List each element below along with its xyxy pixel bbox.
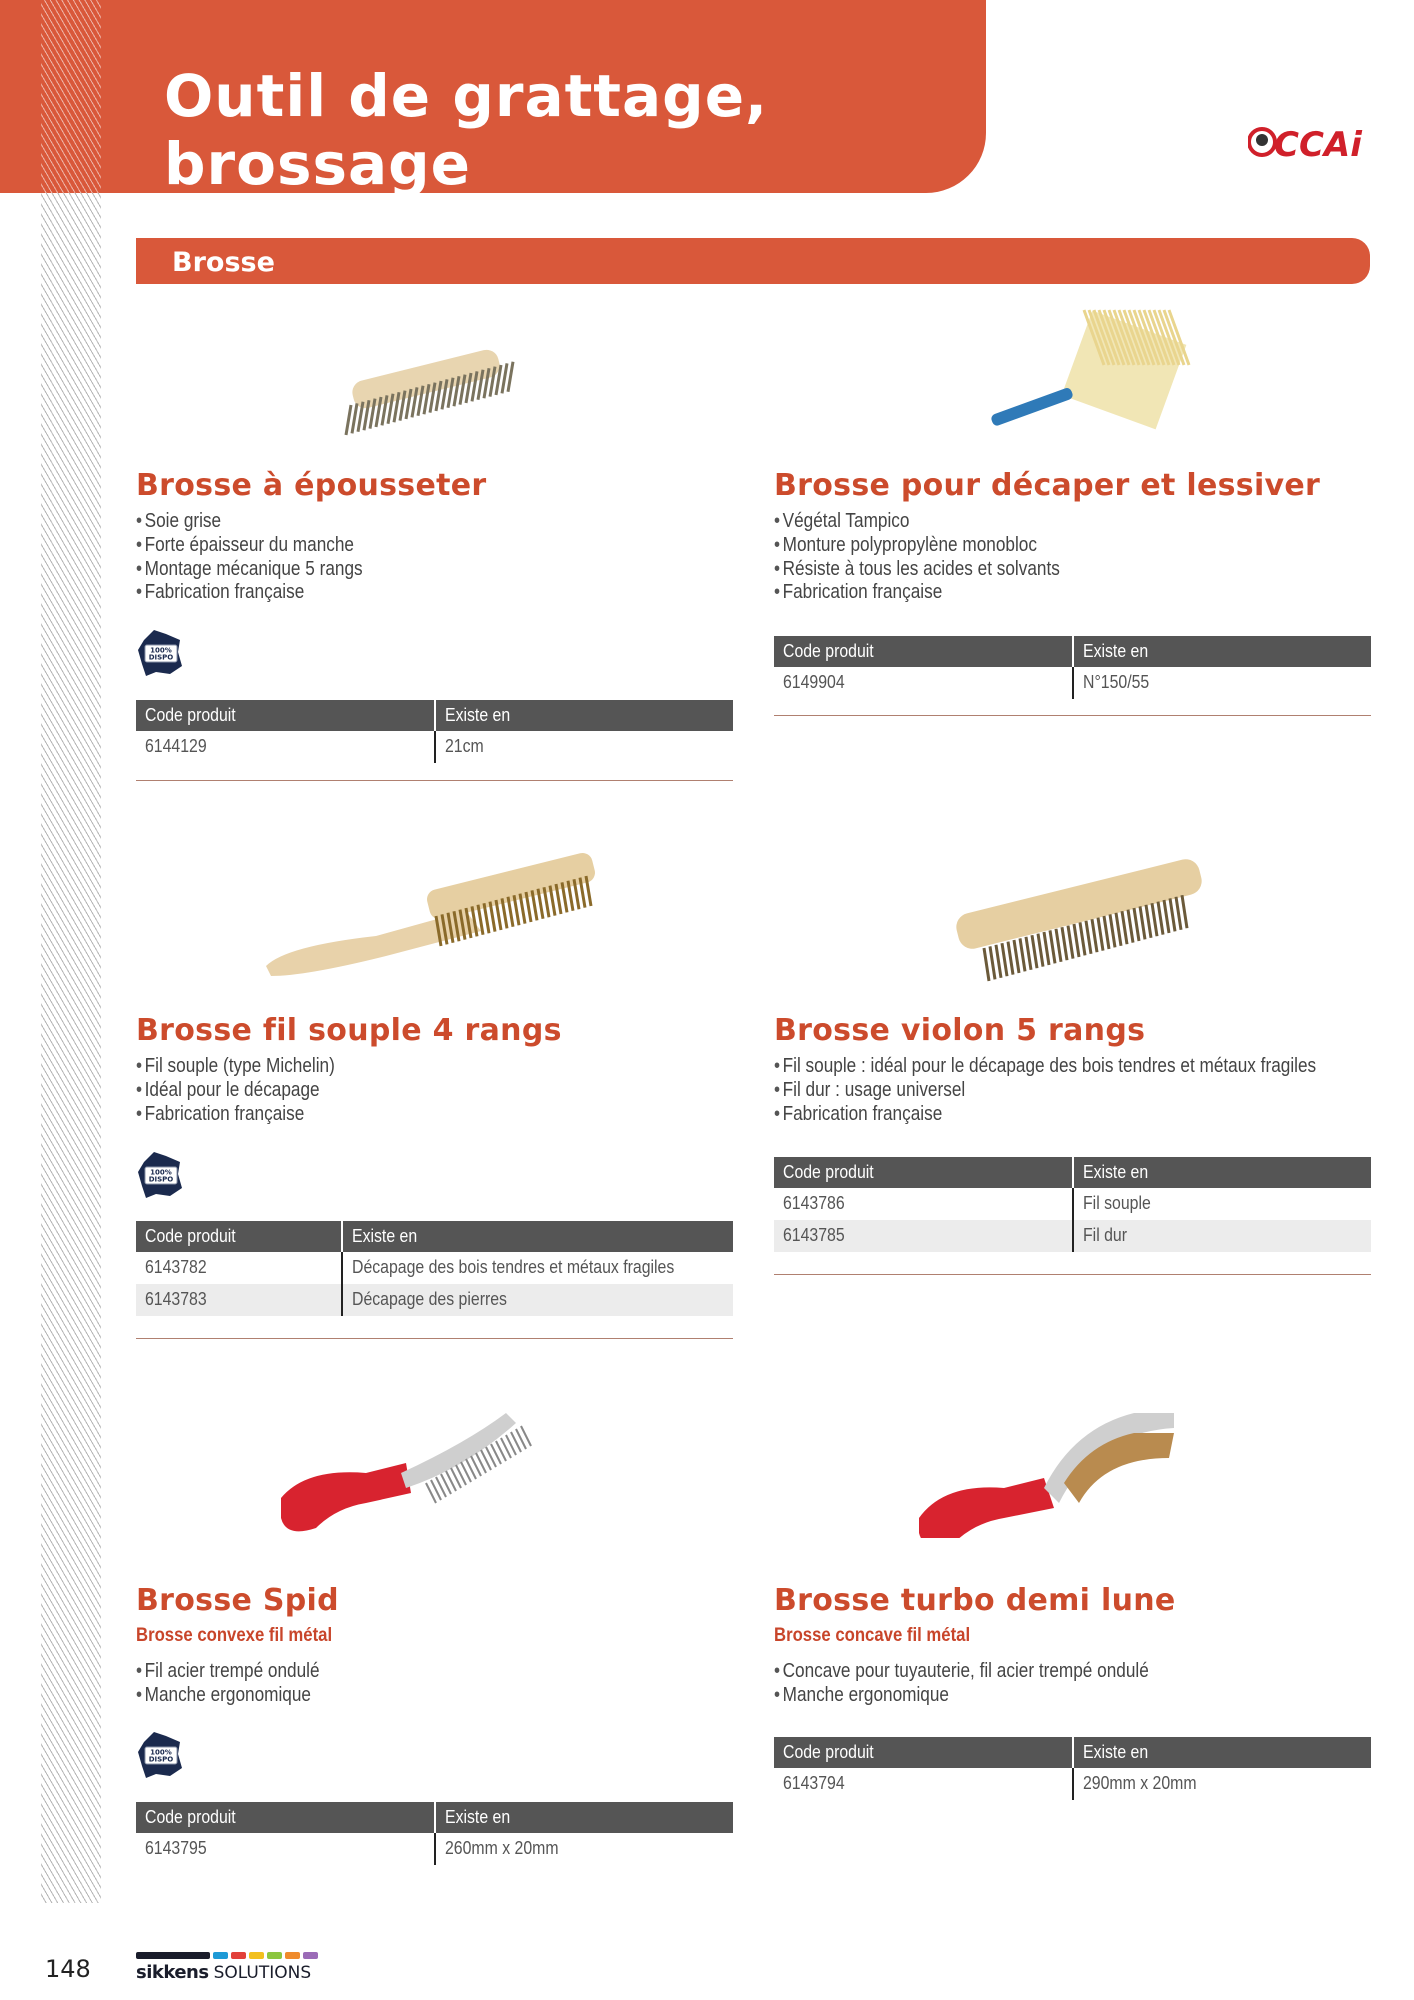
column-header: Existe en xyxy=(341,1221,733,1252)
product-title: Brosse turbo demi lune xyxy=(774,1583,1176,1618)
svg-text:DISPO: DISPO xyxy=(148,653,174,662)
product-image xyxy=(774,305,1371,455)
table-row xyxy=(136,1284,733,1316)
brand-name: sikkens xyxy=(136,1962,209,1983)
divider xyxy=(136,780,733,781)
section-header xyxy=(136,238,1370,284)
product-image xyxy=(774,836,1371,986)
feature-item: • Manche ergonomique xyxy=(136,1684,320,1708)
table-row xyxy=(774,1220,1371,1252)
feature-item: • Fil souple : idéal pour le décapage des bois tendres et métaux fragiles xyxy=(774,1055,1316,1079)
product-table xyxy=(774,636,1371,699)
product-image xyxy=(136,1388,733,1538)
feature-item: • Fil acier trempé ondulé xyxy=(136,1660,320,1684)
table-cell: 6143786 xyxy=(783,1193,845,1213)
decorative-stripes xyxy=(41,0,101,193)
feature-list xyxy=(136,510,400,605)
table-cell: Décapage des bois tendres et métaux fragiles xyxy=(341,1252,733,1284)
decorative-stripes xyxy=(41,0,101,1903)
divider xyxy=(136,1338,733,1339)
brand-color-bar xyxy=(267,1952,282,1959)
france-100-dispo-badge xyxy=(136,1150,186,1200)
product-subtitle: Brosse concave fil métal xyxy=(774,1625,971,1646)
feature-item: • Soie grise xyxy=(136,510,363,534)
feature-item: • Fabrication française xyxy=(136,581,363,605)
feature-item: • Fil dur : usage universel xyxy=(774,1079,1316,1103)
brand-color-bar xyxy=(213,1952,228,1959)
table-row xyxy=(774,667,1371,699)
ocai-logo xyxy=(1248,116,1370,162)
france-100-dispo-badge xyxy=(136,628,186,678)
feature-list xyxy=(774,1660,1210,1708)
column-header: Code produit xyxy=(145,1226,236,1246)
feature-item: • Forte épaisseur du manche xyxy=(136,534,363,558)
column-header: Existe en xyxy=(1072,1157,1371,1188)
feature-item: • Montage mécanique 5 rangs xyxy=(136,558,363,582)
product-image xyxy=(774,1388,1371,1538)
page-header xyxy=(0,0,986,198)
feature-item: • Monture polypropylène monobloc xyxy=(774,534,1060,558)
table-row xyxy=(136,1833,733,1865)
section-title: Brosse xyxy=(172,247,275,278)
table-cell: Fil dur xyxy=(1072,1220,1371,1252)
france-100-dispo-badge xyxy=(136,1730,186,1780)
table-row xyxy=(774,1768,1371,1800)
table-cell: 6149904 xyxy=(783,672,845,692)
product-image xyxy=(136,305,733,455)
column-header: Code produit xyxy=(783,1162,874,1182)
brand-color-bar xyxy=(285,1952,300,1959)
table-cell: 6143795 xyxy=(145,1838,207,1858)
feature-item: • Fil souple (type Michelin) xyxy=(136,1055,335,1079)
product-title: Brosse Spid xyxy=(136,1583,339,1618)
table-row xyxy=(136,731,733,763)
feature-list xyxy=(774,1055,1404,1126)
table-cell: Fil souple xyxy=(1072,1188,1371,1220)
page-title: Outil de grattage, brossage xyxy=(164,62,769,198)
brand-color-bar xyxy=(136,1952,210,1959)
product-table xyxy=(136,1221,733,1316)
table-row xyxy=(774,1188,1371,1220)
product-table xyxy=(774,1157,1371,1252)
feature-item: • Végétal Tampico xyxy=(774,510,1060,534)
feature-item: • Fabrication française xyxy=(774,1103,1316,1127)
divider xyxy=(774,715,1371,716)
product-title: Brosse fil souple 4 rangs xyxy=(136,1013,562,1048)
feature-list xyxy=(136,1660,349,1708)
feature-item: • Fabrication française xyxy=(136,1103,335,1127)
column-header: Existe en xyxy=(434,1802,733,1833)
column-header: Existe en xyxy=(1072,636,1371,667)
table-cell: N°150/55 xyxy=(1072,667,1371,699)
table-cell: 6143794 xyxy=(783,1773,845,1793)
table-cell: 6143783 xyxy=(145,1289,207,1309)
product-title: Brosse violon 5 rangs xyxy=(774,1013,1146,1048)
brand-suffix: SOLUTIONS xyxy=(213,1963,312,1983)
table-header xyxy=(774,636,1371,667)
table-header xyxy=(774,1737,1371,1768)
svg-text:100%: 100% xyxy=(150,646,172,655)
product-image xyxy=(136,836,733,986)
brand-color-bar xyxy=(249,1952,264,1959)
sikkens-solutions-logo xyxy=(136,1952,336,1986)
column-header: Code produit xyxy=(145,1807,236,1827)
svg-text:DISPO: DISPO xyxy=(148,1175,174,1184)
feature-item: • Idéal pour le décapage xyxy=(136,1079,335,1103)
feature-item: • Manche ergonomique xyxy=(774,1684,1149,1708)
product-title: Brosse pour décaper et lessiver xyxy=(774,468,1321,503)
feature-item: • Résiste à tous les acides et solvants xyxy=(774,558,1060,582)
product-table xyxy=(136,1802,733,1865)
product-title: Brosse à épousseter xyxy=(136,468,487,503)
feature-list xyxy=(774,510,1106,605)
svg-text:100%: 100% xyxy=(150,1168,172,1177)
table-header xyxy=(136,1802,733,1833)
brand-color-bar xyxy=(231,1952,246,1959)
table-header xyxy=(136,700,733,731)
feature-item: • Concave pour tuyauterie, fil acier trempé ondulé xyxy=(774,1660,1149,1684)
table-cell: 21cm xyxy=(434,731,733,763)
table-cell: 6144129 xyxy=(145,736,207,756)
table-cell: Décapage des pierres xyxy=(341,1284,733,1316)
product-table xyxy=(136,700,733,763)
table-header xyxy=(774,1157,1371,1188)
svg-text:100%: 100% xyxy=(150,1748,172,1757)
table-cell: 6143782 xyxy=(145,1257,207,1277)
brand-color-bar xyxy=(303,1952,318,1959)
product-table xyxy=(774,1737,1371,1800)
page-number: 148 xyxy=(45,1955,91,1983)
table-header xyxy=(136,1221,733,1252)
table-cell: 260mm x 20mm xyxy=(434,1833,733,1865)
product-subtitle: Brosse convexe fil métal xyxy=(136,1625,333,1646)
feature-list xyxy=(136,1055,367,1126)
svg-text:CCAi: CCAi xyxy=(1274,125,1362,162)
feature-item: • Fabrication française xyxy=(774,581,1060,605)
column-header: Code produit xyxy=(145,705,236,725)
divider xyxy=(774,1274,1371,1275)
table-row xyxy=(136,1252,733,1284)
table-cell: 290mm x 20mm xyxy=(1072,1768,1371,1800)
table-cell: 6143785 xyxy=(783,1225,845,1245)
column-header: Code produit xyxy=(783,641,874,661)
column-header: Existe en xyxy=(434,700,733,731)
column-header: Code produit xyxy=(783,1742,874,1762)
svg-text:DISPO: DISPO xyxy=(148,1755,174,1764)
column-header: Existe en xyxy=(1072,1737,1371,1768)
